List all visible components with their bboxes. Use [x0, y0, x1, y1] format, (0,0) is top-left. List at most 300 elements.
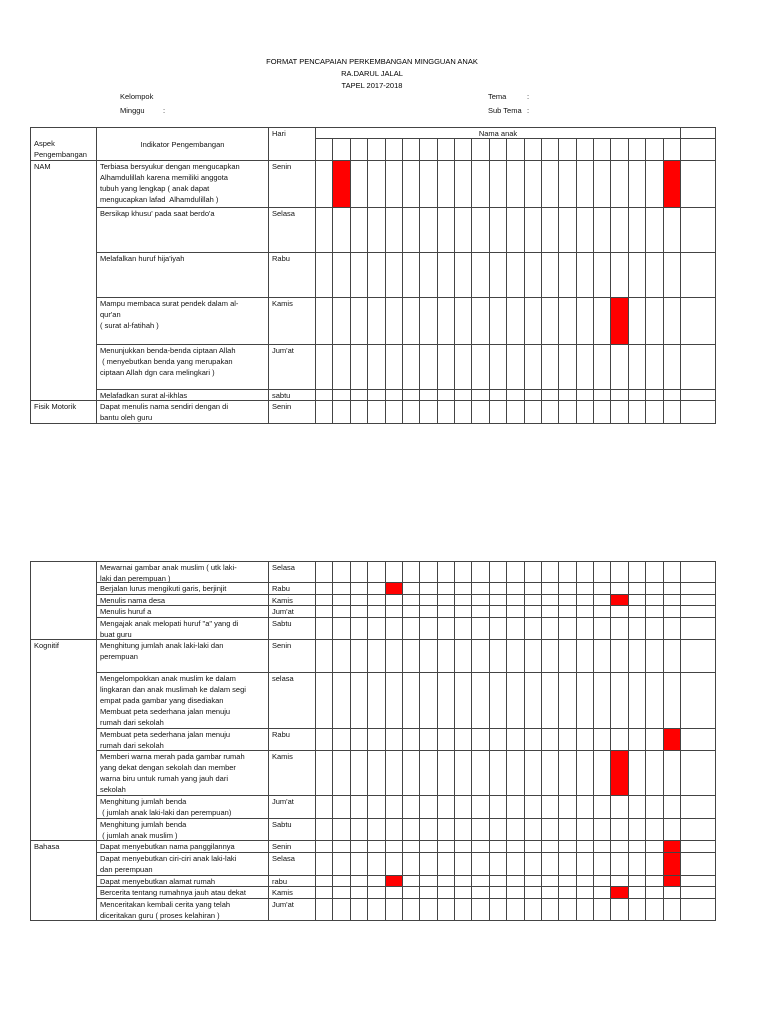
hari-cell: Selasa	[268, 207, 316, 253]
student-column-header	[385, 138, 403, 161]
student-cell	[628, 561, 646, 583]
student-cell	[419, 297, 438, 345]
student-cell	[593, 617, 611, 640]
hari-cell: Kamis	[268, 297, 316, 345]
aspek-cell: Fisik Motorik	[30, 400, 97, 424]
student-cell	[506, 617, 525, 640]
student-cell	[489, 795, 507, 819]
student-cell	[385, 672, 403, 729]
student-cell	[645, 818, 664, 841]
student-cell	[350, 672, 368, 729]
hari-cell: Rabu	[268, 252, 316, 298]
student-cell	[367, 160, 386, 208]
student-cell	[454, 898, 472, 921]
hari-cell: Sabtu	[268, 617, 316, 640]
student-cell	[350, 561, 368, 583]
student-cell	[680, 639, 716, 673]
student-cell	[437, 852, 455, 876]
hari-cell: sabtu	[268, 389, 316, 401]
student-cell	[558, 207, 577, 253]
student-cell	[419, 617, 438, 640]
indikator-cell: Bercerita tentang rumahnya jauh atau dekat	[96, 886, 269, 899]
student-cell	[506, 898, 525, 921]
student-cell	[663, 672, 681, 729]
student-cell	[645, 561, 664, 583]
student-cell	[680, 750, 716, 796]
student-cell	[610, 728, 629, 751]
student-cell	[576, 207, 594, 253]
student-cell	[332, 400, 351, 424]
table-row	[30, 795, 716, 819]
student-cell	[541, 750, 559, 796]
hari-cell: Senin	[268, 160, 316, 208]
minggu-label: Minggu	[120, 106, 145, 115]
student-cell	[437, 297, 455, 345]
student-cell	[402, 672, 420, 729]
student-cell	[576, 617, 594, 640]
student-cell	[315, 672, 333, 729]
student-cell	[628, 252, 646, 298]
hari-cell: Rabu	[268, 728, 316, 751]
student-cell	[471, 898, 490, 921]
student-cell	[576, 898, 594, 921]
student-cell	[645, 207, 664, 253]
student-cell	[471, 750, 490, 796]
student-cell	[367, 207, 386, 253]
student-cell	[489, 252, 507, 298]
student-cell	[628, 639, 646, 673]
student-cell	[628, 750, 646, 796]
student-cell	[506, 344, 525, 390]
student-cell	[437, 160, 455, 208]
student-cell	[663, 818, 681, 841]
student-cell	[489, 160, 507, 208]
student-cell	[628, 207, 646, 253]
indikator-cell: Menulis huruf a	[96, 605, 269, 618]
hari-cell: Kamis	[268, 886, 316, 899]
student-cell	[350, 898, 368, 921]
aspek-cell: Kognitif	[30, 639, 97, 841]
hari-cell: Selasa	[268, 561, 316, 583]
student-cell	[350, 207, 368, 253]
student-cell	[593, 898, 611, 921]
student-cell	[506, 252, 525, 298]
student-cell	[437, 728, 455, 751]
student-cell	[489, 852, 507, 876]
student-cell	[576, 639, 594, 673]
student-cell	[489, 728, 507, 751]
student-cell	[367, 795, 386, 819]
student-cell	[506, 639, 525, 673]
student-cell	[541, 898, 559, 921]
student-cell	[541, 160, 559, 208]
student-cell	[680, 252, 716, 298]
student-cell	[332, 617, 351, 640]
student-cell	[454, 639, 472, 673]
student-cell	[593, 160, 611, 208]
student-cell	[350, 728, 368, 751]
indikator-cell: Menghitung jumlah anak laki-laki dan perempuan	[96, 639, 269, 673]
student-cell	[332, 207, 351, 253]
student-column-header	[350, 138, 368, 161]
student-cell	[437, 639, 455, 673]
student-cell	[663, 795, 681, 819]
hari-cell: selasa	[268, 672, 316, 729]
student-column-header	[541, 138, 559, 161]
student-cell	[576, 561, 594, 583]
student-column-header	[680, 138, 716, 161]
student-cell	[437, 344, 455, 390]
student-cell	[628, 898, 646, 921]
student-cell	[471, 672, 490, 729]
hari-cell: Jum'at	[268, 605, 316, 618]
student-cell	[471, 728, 490, 751]
student-cell	[663, 639, 681, 673]
student-cell	[576, 818, 594, 841]
student-cell	[628, 160, 646, 208]
student-cell	[506, 561, 525, 583]
student-cell	[680, 207, 716, 253]
student-cell	[645, 252, 664, 298]
student-cell	[593, 728, 611, 751]
indikator-cell: Dapat menyebutkan alamat rumah	[96, 875, 269, 887]
student-column-header	[437, 138, 455, 161]
student-cell	[610, 561, 629, 583]
student-cell	[558, 297, 577, 345]
student-cell	[593, 561, 611, 583]
student-cell	[385, 639, 403, 673]
student-cell	[645, 795, 664, 819]
student-cell	[593, 795, 611, 819]
student-cell	[541, 561, 559, 583]
student-cell	[558, 672, 577, 729]
student-cell	[558, 852, 577, 876]
student-cell	[385, 252, 403, 298]
student-cell	[680, 160, 716, 208]
student-cell	[402, 728, 420, 751]
marked-cell	[332, 160, 351, 208]
student-cell	[350, 297, 368, 345]
student-cell	[663, 252, 681, 298]
student-cell	[628, 297, 646, 345]
student-cell	[593, 207, 611, 253]
indikator-cell: Dapat menyebutkan ciri-ciri anak laki-laki dan perempuan	[96, 852, 269, 876]
student-cell	[454, 207, 472, 253]
student-cell	[454, 795, 472, 819]
indikator-cell: Melafalkan huruf hija'iyah	[96, 252, 269, 298]
student-cell	[437, 617, 455, 640]
student-cell	[610, 252, 629, 298]
student-cell	[593, 400, 611, 424]
student-cell	[680, 728, 716, 751]
development-table-page-part-2	[30, 561, 716, 921]
student-cell	[454, 750, 472, 796]
student-cell	[628, 400, 646, 424]
student-cell	[437, 400, 455, 424]
student-cell	[454, 852, 472, 876]
student-cell	[385, 818, 403, 841]
student-cell	[454, 160, 472, 208]
student-cell	[402, 207, 420, 253]
student-cell	[524, 898, 542, 921]
student-cell	[315, 297, 333, 345]
student-cell	[663, 400, 681, 424]
student-cell	[367, 750, 386, 796]
table-row	[30, 672, 716, 729]
student-cell	[489, 639, 507, 673]
student-cell	[402, 297, 420, 345]
indikator-header: Indikator Pengembangan	[96, 127, 269, 161]
student-cell	[541, 297, 559, 345]
student-cell	[628, 795, 646, 819]
student-cell	[558, 639, 577, 673]
document-title: FORMAT PENCAPAIAN PERKEMBANGAN MINGGUAN ANAK	[266, 57, 478, 66]
nama-anak-header: Nama anak	[315, 127, 681, 139]
student-cell	[506, 297, 525, 345]
indikator-cell: Membuat peta sederhana jalan menuju rumah dari sekolah	[96, 728, 269, 751]
indikator-cell: Melafadkan surat al-ikhlas	[96, 389, 269, 401]
aspek-cell: NAM	[30, 160, 97, 401]
student-cell	[576, 160, 594, 208]
student-cell	[367, 617, 386, 640]
student-cell	[506, 672, 525, 729]
student-cell	[315, 898, 333, 921]
academic-year: TAPEL 2017-2018	[341, 81, 403, 90]
student-cell	[524, 852, 542, 876]
subtema-label: Sub Tema	[488, 106, 522, 115]
student-column-header	[489, 138, 507, 161]
student-cell	[402, 561, 420, 583]
student-cell	[663, 297, 681, 345]
student-cell	[367, 672, 386, 729]
student-cell	[367, 344, 386, 390]
student-cell	[419, 898, 438, 921]
student-cell	[454, 297, 472, 345]
student-cell	[506, 750, 525, 796]
student-cell	[558, 160, 577, 208]
student-column-header	[332, 138, 351, 161]
student-cell	[524, 561, 542, 583]
indikator-cell: Memberi warna merah pada gambar rumah yang dekat dengan sekolah dan member warna biru untuk rumah yang jauh dari sekolah	[96, 750, 269, 796]
student-cell	[628, 617, 646, 640]
hari-cell: Senin	[268, 400, 316, 424]
indikator-cell: Menunjukkan benda-benda ciptaan Allah ( menyebutkan benda yang merupakan ciptaan Allah dgn cara melingkari )	[96, 344, 269, 390]
student-column-header	[367, 138, 386, 161]
student-cell	[593, 750, 611, 796]
student-cell	[524, 728, 542, 751]
student-cell	[454, 252, 472, 298]
student-cell	[489, 297, 507, 345]
student-column-header	[576, 138, 594, 161]
student-cell	[576, 344, 594, 390]
student-cell	[332, 795, 351, 819]
student-cell	[541, 795, 559, 819]
student-cell	[489, 617, 507, 640]
student-cell	[593, 639, 611, 673]
indikator-cell: Berjalan lurus mengikuti garis, berjinjit	[96, 582, 269, 595]
student-cell	[419, 728, 438, 751]
student-cell	[437, 818, 455, 841]
student-cell	[367, 898, 386, 921]
student-cell	[385, 898, 403, 921]
student-cell	[576, 795, 594, 819]
student-cell	[610, 207, 629, 253]
student-cell	[645, 750, 664, 796]
student-cell	[628, 728, 646, 751]
student-cell	[645, 344, 664, 390]
student-cell	[385, 728, 403, 751]
table-row	[30, 639, 716, 673]
student-cell	[558, 795, 577, 819]
student-cell	[628, 672, 646, 729]
indikator-cell: Mewarnai gambar anak muslim ( utk laki- laki dan perempuan )	[96, 561, 269, 583]
hari-cell: Jum'at	[268, 344, 316, 390]
student-cell	[645, 617, 664, 640]
student-cell	[541, 207, 559, 253]
student-cell	[541, 728, 559, 751]
school-name: RA.DARUL JALAL	[341, 69, 403, 78]
student-cell	[315, 561, 333, 583]
student-cell	[524, 617, 542, 640]
indikator-cell: Mampu membaca surat pendek dalam al- qur'an ( surat al-fatihah )	[96, 297, 269, 345]
student-cell	[541, 400, 559, 424]
student-cell	[506, 400, 525, 424]
student-cell	[610, 852, 629, 876]
hari-cell: Senin	[268, 639, 316, 673]
student-cell	[315, 207, 333, 253]
student-cell	[610, 818, 629, 841]
indikator-cell: Menceritakan kembali cerita yang telah diceritakan guru ( proses kelahiran )	[96, 898, 269, 921]
student-cell	[332, 728, 351, 751]
student-cell	[680, 297, 716, 345]
student-cell	[558, 252, 577, 298]
student-cell	[454, 818, 472, 841]
student-cell	[385, 795, 403, 819]
student-cell	[332, 672, 351, 729]
student-cell	[593, 818, 611, 841]
student-cell	[385, 400, 403, 424]
student-cell	[419, 795, 438, 819]
student-cell	[524, 400, 542, 424]
student-cell	[350, 750, 368, 796]
student-cell	[350, 400, 368, 424]
student-column-header	[419, 138, 438, 161]
student-cell	[663, 344, 681, 390]
marked-cell	[663, 728, 681, 751]
student-cell	[645, 852, 664, 876]
table-row	[30, 160, 716, 208]
student-cell	[471, 852, 490, 876]
student-cell	[367, 252, 386, 298]
student-cell	[524, 795, 542, 819]
table-row	[30, 344, 716, 390]
student-cell	[489, 400, 507, 424]
minggu-separator: :	[163, 106, 166, 115]
student-cell	[593, 672, 611, 729]
student-cell	[315, 818, 333, 841]
marked-cell	[610, 750, 629, 796]
indikator-cell: Mengelompokkan anak muslim ke dalam lingkaran dan anak muslimah ke dalam segi empat pada gambar yang disediakan Membuat peta sederhana jalan menuju rumah dari sekolah	[96, 672, 269, 729]
student-cell	[524, 818, 542, 841]
student-cell	[454, 400, 472, 424]
student-cell	[489, 818, 507, 841]
student-cell	[419, 207, 438, 253]
table-row	[30, 252, 716, 298]
table-row	[30, 617, 716, 640]
student-cell	[558, 728, 577, 751]
student-cell	[506, 852, 525, 876]
student-cell	[471, 344, 490, 390]
student-cell	[558, 561, 577, 583]
student-cell	[350, 795, 368, 819]
marked-cell	[663, 160, 681, 208]
student-cell	[350, 252, 368, 298]
student-cell	[663, 207, 681, 253]
student-cell	[471, 639, 490, 673]
student-cell	[350, 344, 368, 390]
student-cell	[610, 344, 629, 390]
hari-cell: Kamis	[268, 750, 316, 796]
student-cell	[524, 297, 542, 345]
table-row	[30, 561, 716, 583]
student-cell	[385, 852, 403, 876]
student-cell	[471, 561, 490, 583]
student-cell	[576, 400, 594, 424]
student-cell	[471, 160, 490, 208]
student-cell	[506, 795, 525, 819]
student-cell	[593, 344, 611, 390]
student-cell	[524, 639, 542, 673]
student-cell	[454, 728, 472, 751]
student-cell	[385, 344, 403, 390]
student-cell	[315, 160, 333, 208]
table-row	[30, 207, 716, 253]
hari-cell: Jum'at	[268, 898, 316, 921]
student-cell	[524, 672, 542, 729]
student-cell	[437, 795, 455, 819]
student-cell	[332, 561, 351, 583]
student-cell	[593, 297, 611, 345]
student-cell	[558, 617, 577, 640]
marked-cell	[610, 297, 629, 345]
student-cell	[663, 617, 681, 640]
student-cell	[419, 818, 438, 841]
student-cell	[663, 750, 681, 796]
student-column-header	[524, 138, 542, 161]
student-cell	[680, 852, 716, 876]
student-cell	[576, 672, 594, 729]
student-cell	[350, 160, 368, 208]
student-column-header	[471, 138, 490, 161]
student-column-header	[628, 138, 646, 161]
student-cell	[350, 852, 368, 876]
table-row	[30, 852, 716, 876]
student-cell	[315, 795, 333, 819]
table-row	[30, 898, 716, 921]
student-cell	[385, 207, 403, 253]
student-cell	[541, 344, 559, 390]
student-cell	[385, 297, 403, 345]
student-cell	[663, 898, 681, 921]
student-cell	[576, 728, 594, 751]
student-cell	[471, 818, 490, 841]
student-cell	[541, 639, 559, 673]
indikator-cell: Bersikap khusu' pada saat berdo'a	[96, 207, 269, 253]
hari-cell: Rabu	[268, 582, 316, 595]
student-cell	[419, 672, 438, 729]
student-cell	[645, 400, 664, 424]
hari-cell: Kamis	[268, 594, 316, 606]
